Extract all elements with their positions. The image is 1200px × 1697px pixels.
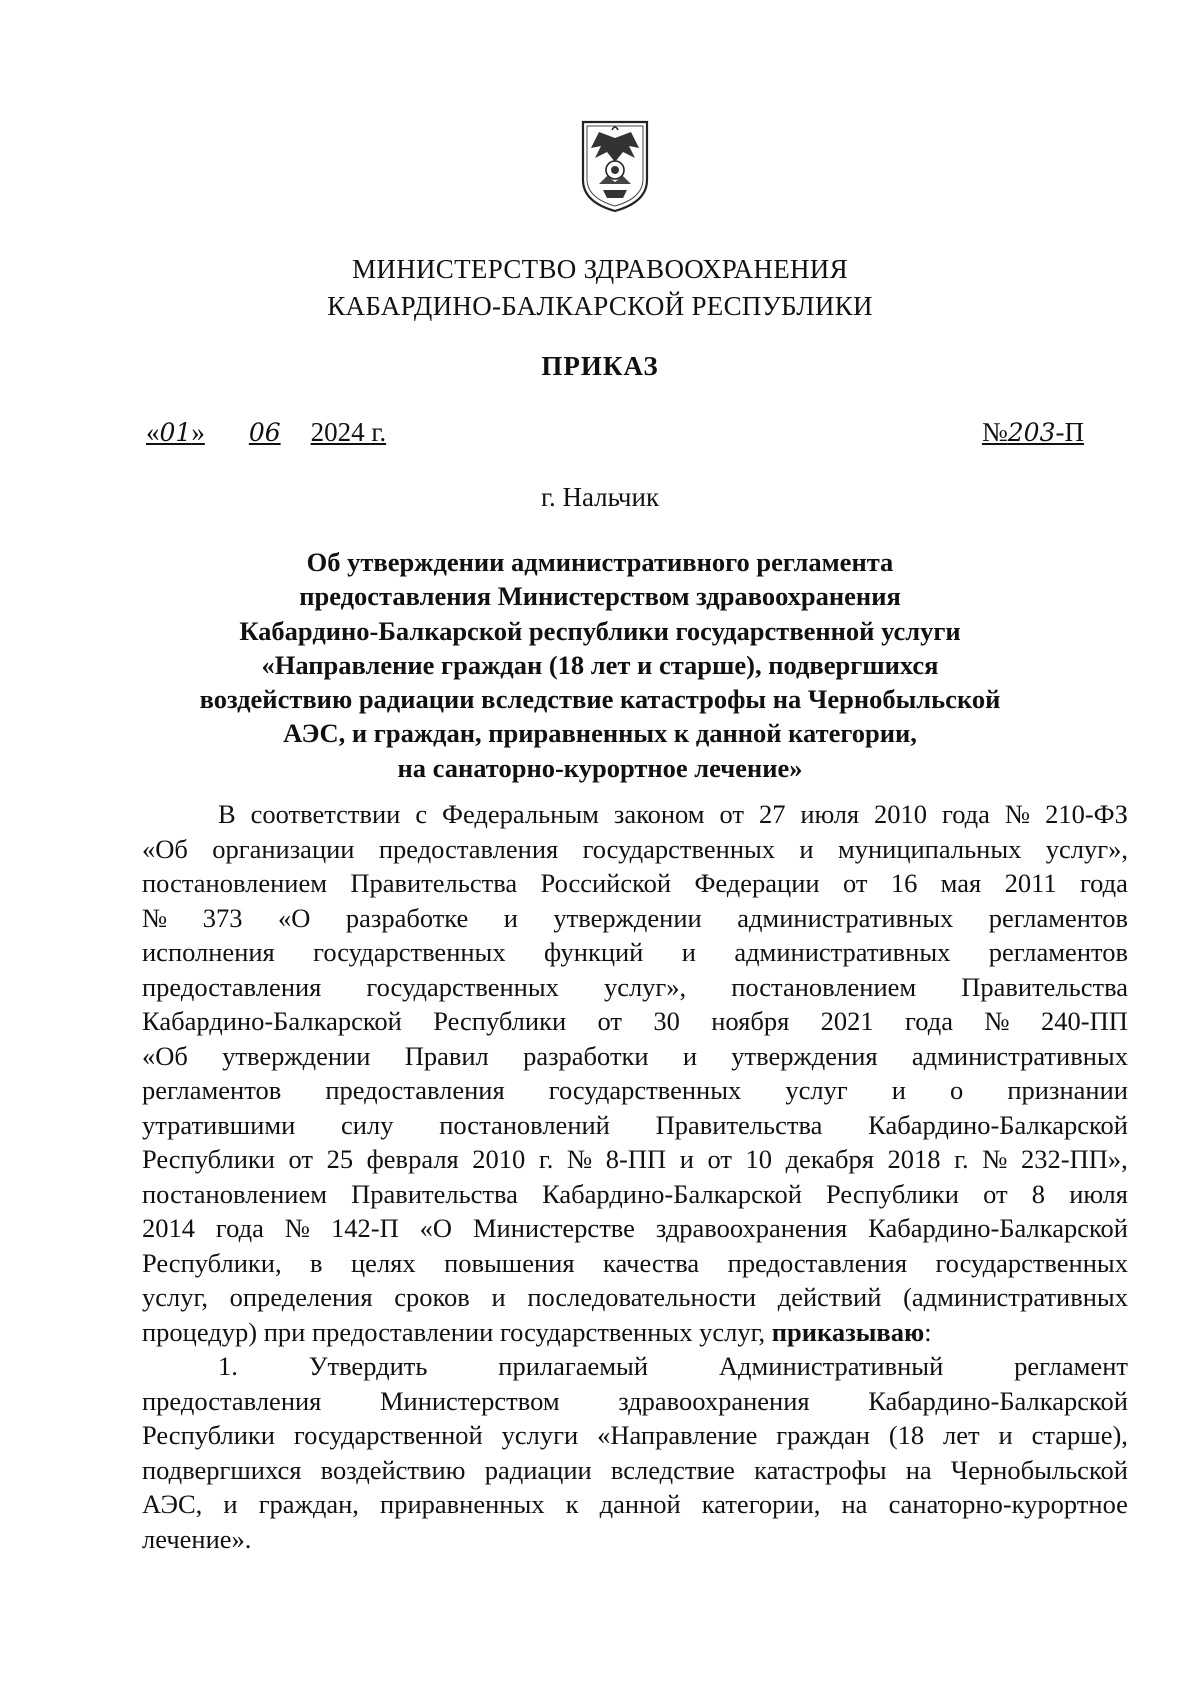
body-line: утратившими силу постановлений Правительства Кабардино-Балкарской — [142, 1109, 1128, 1140]
body-line: «Об организации предоставления государственных и муниципальных услуг», — [142, 833, 1128, 864]
body-line: предоставления Министерством здравоохранения Кабардино-Балкарской — [142, 1385, 1128, 1416]
body-line: Республики от 25 февраля 2010 г. № 8-ПП и от 10 декабря 2018 г. № 232-ПП», — [142, 1144, 1128, 1174]
body-line: услуг, определения сроков и последовательности действий (административных — [142, 1282, 1128, 1312]
title-line: воздействию радиации вследствие катастрофы на Чернобыльской — [199, 684, 1001, 715]
date-month: 06 — [248, 418, 281, 447]
number-suffix: -П — [1055, 417, 1084, 447]
number-prefix: № — [982, 417, 1008, 447]
body-line: 1. Утвердить прилагаемый Административный регламент — [218, 1351, 1128, 1381]
title-line: АЭС, и граждан, приравненных к данной категории, — [283, 718, 917, 749]
title-line: Об утверждении административного регламента — [306, 547, 894, 577]
title-line: «Направление граждан (18 лет и старше), подвергшихся — [261, 649, 939, 680]
body-line: АЭС, и граждан, приравненных к данной категории, на санаторно-курортное — [142, 1489, 1128, 1519]
body-line: лечение». — [142, 1523, 252, 1554]
body-line: постановлением Правительства Российской Федерации от 16 мая 2011 года — [142, 868, 1128, 898]
body-line: Республики, в целях повышения качества предоставления государственных — [142, 1247, 1128, 1278]
body-line: «Об утверждении Правил разработки и утверждения административных — [142, 1040, 1128, 1071]
date-open-quote: « — [146, 417, 160, 447]
number-value: 203 — [1007, 418, 1056, 447]
title-line: Кабардино-Балкарской республики государственной услуги — [239, 615, 961, 646]
body-line: регламентов предоставления государственных услуг и о признании — [142, 1075, 1128, 1105]
body-line: Республики государственной услуги «Направление граждан (18 лет и старше), — [142, 1420, 1128, 1450]
body-line: № 373 «О разработке и утверждении административных регламентов — [142, 902, 1128, 933]
body-line: подвергшихся воздействию радиации вследствие катастрофы на Чернобыльской — [142, 1454, 1128, 1485]
ministry-name-line-2: КАБАРДИНО-БАЛКАРСКОЙ РЕСПУБЛИКИ — [327, 291, 873, 321]
order-body — [142, 797, 1128, 1556]
title-line: предоставления Министерством здравоохранения — [299, 581, 901, 612]
ministry-name-line-1: МИНИСТЕРСТВО ЗДРАВООХРАНЕНИЯ — [352, 254, 848, 284]
city-name: г. Нальчик — [540, 482, 660, 512]
body-line: исполнения государственных функций и административных регламентов — [142, 937, 1128, 967]
body-line: процедур) при предоставлении государственных услуг, приказываю : — [142, 1315, 1128, 1350]
date-day: 01 — [159, 418, 192, 447]
body-line: В соответствии с Федеральным законом от 27 июля 2010 года № 210-ФЗ — [218, 799, 1128, 829]
title-line: на санаторно-курортное лечение» — [397, 752, 803, 783]
body-line: 2014 года № 142-П «О Министерстве здравоохранения Кабардино-Балкарской — [142, 1213, 1128, 1243]
coat-of-arms-emblem — [579, 118, 651, 214]
body-line: постановлением Правительства Кабардино-Балкарской Республики от 8 июля — [142, 1178, 1128, 1209]
body-line: Кабардино-Балкарской Республики от 30 ноября 2021 года № 240-ПП — [142, 1006, 1128, 1036]
order-title — [0, 545, 1200, 785]
order-date — [146, 417, 386, 448]
document-type-heading: ПРИКАЗ — [541, 351, 659, 381]
body-line: предоставления государственных услуг», постановлением Правительства — [142, 971, 1128, 1002]
date-year: 2024 г. — [310, 417, 387, 447]
order-number — [982, 417, 1084, 448]
order-keyword: приказываю — [771, 1316, 925, 1347]
date-close-quote: » — [191, 417, 205, 447]
